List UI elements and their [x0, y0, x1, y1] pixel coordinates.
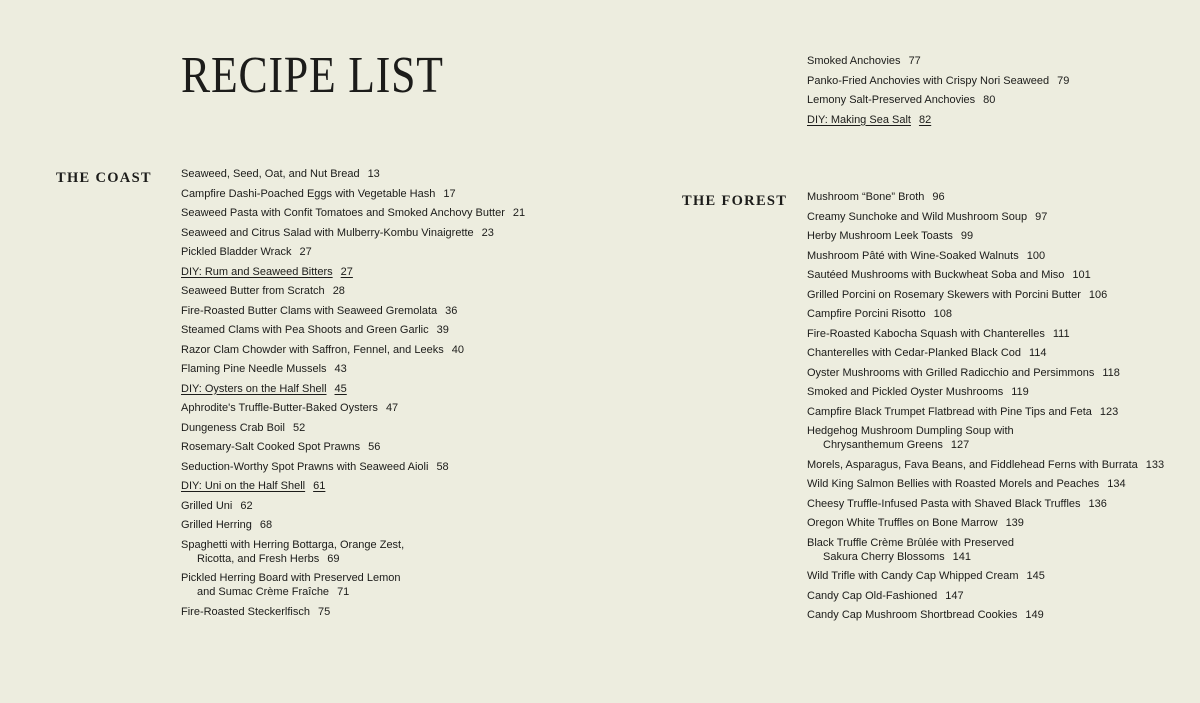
recipe-title: Grilled Uni — [181, 499, 233, 512]
recipe-page-number: 36 — [445, 304, 458, 317]
recipe-page-number: 69 — [327, 552, 340, 565]
recipe-item — [181, 538, 525, 566]
recipe-page-number: 27 — [340, 265, 353, 278]
recipe-page-number: 52 — [292, 421, 306, 434]
recipe-page-number: 119 — [1011, 386, 1029, 398]
recipe-item — [807, 268, 1164, 282]
recipe-item — [181, 284, 525, 298]
recipe-title: Pickled Bladder Wrack — [181, 246, 292, 258]
recipe-item — [181, 226, 525, 240]
recipe-page-number: 111 — [1052, 327, 1070, 340]
recipe-item — [807, 497, 1164, 511]
recipe-page-number: 23 — [481, 226, 494, 239]
recipe-item — [807, 405, 1164, 419]
recipe-title: Panko-Fried Anchovies with Crispy Nori Seaweed — [807, 74, 1050, 87]
recipe-title: Grilled Porcini on Rosemary Skewers with Porcini Butter — [807, 288, 1081, 301]
recipe-title: DIY: Oysters on the Half Shell — [181, 382, 327, 395]
recipe-title: Razor Clam Chowder with Saffron, Fennel, and Leeks — [181, 343, 444, 356]
recipe-item — [807, 229, 1164, 243]
recipe-item — [181, 323, 525, 337]
recipe-title: Fire-Roasted Steckerlfisch — [181, 605, 310, 618]
recipe-title: DIY: Rum and Seaweed Bitters — [181, 265, 333, 278]
recipe-page-number: 101 — [1072, 269, 1091, 281]
recipe-page-number: 108 — [933, 308, 952, 320]
recipe-item — [807, 589, 1164, 603]
recipe-page-number: 79 — [1057, 74, 1070, 87]
recipe-title: Fire-Roasted Kabocha Squash with Chanterelles — [807, 327, 1045, 340]
recipe-title: Oregon White Truffles on Bone Marrow — [807, 517, 998, 529]
recipe-page-number: 114 — [1029, 347, 1047, 359]
recipe-page-number: 28 — [332, 285, 345, 297]
recipe-title: Flaming Pine Needle Mussels — [181, 363, 327, 375]
forest-recipe-list — [807, 190, 1164, 628]
recipe-item — [807, 307, 1164, 321]
recipe-title: Wild Trifle with Candy Cap Whipped Cream — [807, 570, 1019, 582]
coast-recipe-list-continued — [807, 54, 1069, 132]
recipe-page-number: 13 — [367, 168, 380, 180]
recipe-title: Campfire Porcini Risotto — [807, 308, 926, 320]
recipe-item — [807, 190, 1164, 204]
recipe-item — [807, 346, 1164, 360]
recipe-item — [807, 54, 1069, 68]
recipe-title: Seaweed Pasta with Confit Tomatoes and Smoked Anchovy Butter — [181, 207, 505, 219]
recipe-page-number: 56 — [368, 441, 381, 453]
recipe-title: Aphrodite's Truffle-Butter-Baked Oysters — [181, 402, 378, 414]
recipe-item — [807, 210, 1164, 224]
recipe-title: Seduction-Worthy Spot Prawns with Seaweed Aioli — [181, 460, 429, 473]
recipe-title: Black Truffle Crème Brûlée with Preserved — [807, 536, 1015, 549]
recipe-page-number: 99 — [960, 230, 974, 242]
recipe-item — [181, 518, 525, 532]
recipe-title: Hedgehog Mushroom Dumpling Soup with — [807, 425, 1014, 437]
recipe-page-number: 71 — [337, 586, 350, 598]
recipe-page-number: 45 — [334, 382, 347, 395]
recipe-item — [807, 569, 1164, 583]
coast-recipe-list — [181, 167, 525, 624]
recipe-page-number: 100 — [1026, 249, 1046, 262]
recipe-item — [181, 421, 525, 435]
recipe-title: Candy Cap Mushroom Shortbread Cookies — [807, 609, 1018, 621]
recipe-page-number: 123 — [1099, 405, 1119, 418]
recipe-title: Pickled Herring Board with Preserved Lemon — [181, 572, 401, 584]
recipe-title: Campfire Dashi-Poached Eggs with Vegetable Hash — [181, 187, 436, 200]
recipe-item — [181, 304, 525, 318]
recipe-item — [807, 536, 1164, 564]
recipe-page-number: 43 — [334, 363, 347, 375]
recipe-item — [807, 288, 1164, 302]
section-heading-coast: THE COAST — [56, 170, 152, 186]
recipe-item — [807, 366, 1164, 380]
recipe-title: Seaweed and Citrus Salad with Mulberry-Kombu Vinaigrette — [181, 226, 474, 239]
recipe-item — [807, 424, 1164, 452]
recipe-item — [181, 206, 525, 220]
recipe-item — [807, 113, 1069, 127]
recipe-title: Campfire Black Trumpet Flatbread with Pine Tips and Feta — [807, 405, 1092, 418]
recipe-item — [807, 458, 1164, 472]
recipe-item — [181, 605, 525, 619]
recipe-title: Sautéed Mushrooms with Buckwheat Soba and Miso — [807, 269, 1065, 281]
recipe-title: Smoked Anchovies — [807, 55, 901, 67]
recipe-title: Smoked and Pickled Oyster Mushrooms — [807, 386, 1004, 398]
recipe-title: Lemony Salt-Preserved Anchovies — [807, 94, 976, 106]
recipe-page-number: 61 — [313, 480, 326, 492]
recipe-item — [181, 265, 525, 279]
recipe-title: Wild King Salmon Bellies with Roasted Morels and Peaches — [807, 478, 1100, 490]
recipe-item — [807, 249, 1164, 263]
recipe-page-number: 39 — [436, 324, 449, 336]
recipe-title: Spaghetti with Herring Bottarga, Orange Zest, — [181, 538, 405, 551]
recipe-title: Dungeness Crab Boil — [181, 421, 285, 434]
recipe-page-number: 147 — [945, 589, 964, 602]
recipe-item — [181, 571, 525, 599]
recipe-page-number: 145 — [1026, 570, 1045, 582]
recipe-title: Rosemary-Salt Cooked Spot Prawns — [181, 441, 361, 453]
recipe-page-number: 97 — [1035, 210, 1048, 223]
recipe-item — [807, 74, 1069, 88]
recipe-title: Morels, Asparagus, Fava Beans, and Fiddlehead Ferns with Burrata — [807, 458, 1138, 471]
recipe-title: Oyster Mushrooms with Grilled Radicchio and Persimmons — [807, 366, 1095, 379]
section-heading-forest: THE FOREST — [682, 193, 788, 209]
recipe-page-number: 75 — [318, 605, 331, 618]
recipe-page-number: 96 — [932, 191, 945, 203]
recipe-title-continued: and Sumac Crème Fraîche — [197, 586, 330, 598]
recipe-page-number: 133 — [1145, 458, 1165, 471]
recipe-page-number: 62 — [240, 499, 253, 512]
recipe-title: DIY: Making Sea Salt — [807, 113, 911, 126]
recipe-page-number: 17 — [443, 187, 456, 200]
recipe-item — [181, 245, 525, 259]
recipe-page-number: 118 — [1102, 366, 1120, 379]
recipe-page-number: 80 — [983, 94, 996, 106]
recipe-title-continued: Ricotta, and Fresh Herbs — [197, 552, 320, 565]
recipe-title: Seaweed, Seed, Oat, and Nut Bread — [181, 168, 360, 180]
recipe-title: Chanterelles with Cedar-Planked Black Cod — [807, 347, 1021, 359]
recipe-item — [807, 516, 1164, 530]
recipe-item — [181, 343, 525, 357]
recipe-item — [807, 385, 1164, 399]
recipe-title: Candy Cap Old-Fashioned — [807, 589, 938, 602]
recipe-item — [181, 187, 525, 201]
recipe-page-number: 58 — [436, 460, 449, 473]
recipe-item — [181, 167, 525, 181]
recipe-page-number: 139 — [1005, 517, 1024, 529]
recipe-item — [807, 477, 1164, 491]
recipe-item — [181, 382, 525, 396]
recipe-item — [181, 499, 525, 513]
recipe-page-number: 77 — [908, 55, 921, 67]
recipe-title: DIY: Uni on the Half Shell — [181, 480, 306, 492]
recipe-item — [181, 440, 525, 454]
recipe-page-number: 40 — [451, 343, 464, 356]
recipe-title: Steamed Clams with Pea Shoots and Green Garlic — [181, 324, 429, 336]
recipe-title: Herby Mushroom Leek Toasts — [807, 230, 953, 242]
recipe-page-number: 82 — [918, 113, 932, 126]
recipe-page-number: 127 — [950, 439, 970, 451]
recipe-page-number: 106 — [1088, 288, 1108, 301]
recipe-title: Mushroom “Bone” Broth — [807, 191, 925, 203]
recipe-item — [807, 327, 1164, 341]
recipe-title: Mushroom Pâté with Wine-Soaked Walnuts — [807, 249, 1019, 262]
recipe-title: Cheesy Truffle-Infused Pasta with Shaved Black Truffles — [807, 497, 1081, 510]
recipe-title: Fire-Roasted Butter Clams with Seaweed Gremolata — [181, 304, 438, 317]
recipe-title: Seaweed Butter from Scratch — [181, 285, 325, 297]
recipe-item — [181, 460, 525, 474]
recipe-item — [807, 93, 1069, 107]
recipe-item — [807, 608, 1164, 622]
recipe-page-number: 27 — [299, 246, 312, 258]
recipe-page-number: 149 — [1025, 609, 1044, 621]
recipe-page-number: 136 — [1088, 497, 1107, 510]
recipe-item — [181, 479, 525, 493]
recipe-title-continued: Chrysanthemum Greens — [823, 439, 943, 451]
recipe-item — [181, 362, 525, 376]
recipe-title: Creamy Sunchoke and Wild Mushroom Soup — [807, 210, 1028, 223]
recipe-page-number: 21 — [512, 207, 526, 219]
recipe-title: Grilled Herring — [181, 519, 252, 531]
page-title: RECIPE LIST — [181, 47, 444, 104]
recipe-page-number: 134 — [1107, 478, 1126, 490]
recipe-item — [181, 401, 525, 415]
recipe-page-number: 68 — [259, 519, 273, 531]
recipe-page-number: 141 — [952, 550, 972, 563]
recipe-page-number: 47 — [385, 402, 399, 414]
recipe-title-continued: Sakura Cherry Blossoms — [823, 550, 945, 563]
